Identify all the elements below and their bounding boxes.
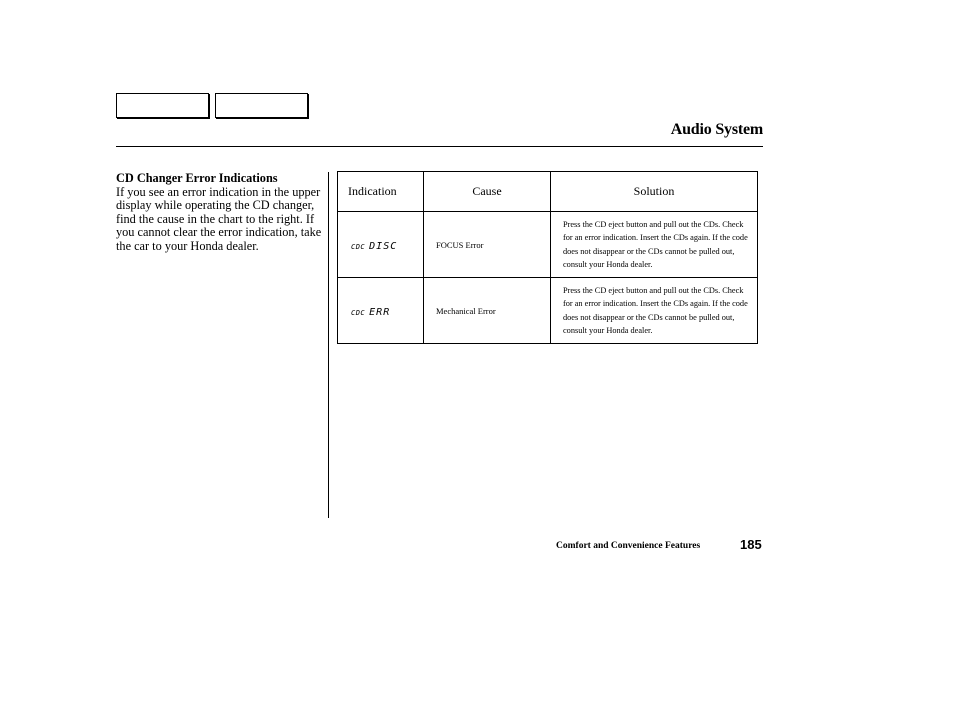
table-row	[338, 278, 758, 344]
lcd-prefix: CDC	[351, 308, 366, 317]
error-table	[337, 171, 758, 344]
lcd-display	[351, 241, 397, 252]
lcd-code: ERR	[369, 306, 391, 318]
cause-cell: FOCUS Error	[424, 212, 551, 278]
header-indication: Indication	[338, 172, 424, 212]
nav-tab-box[interactable]	[116, 93, 209, 118]
header-cause: Cause	[424, 172, 551, 212]
table-row	[338, 212, 758, 278]
nav-tab-box[interactable]	[215, 93, 308, 118]
intro-section	[116, 172, 324, 253]
header-solution: Solution	[551, 172, 758, 212]
intro-body: If you see an error indication in the upper display while operating the CD changer, find the cause in the chart to the right. If you cannot clear the error indication, take the car to your Honda dealer.	[116, 184, 322, 253]
lcd-code: DISC	[369, 240, 398, 252]
intro-heading: CD Changer Error Indications	[116, 171, 278, 185]
table-header-row	[338, 172, 758, 212]
solution-cell: Press the CD eject button and pull out the CDs. Check for an error indication. Insert the CDs again. If the code does not disappear or the CDs cannot be pulled out, consult your Honda dealer.	[551, 278, 758, 344]
footer-section-label: Comfort and Convenience Features	[556, 541, 701, 551]
lcd-prefix: CDC	[351, 242, 366, 251]
indication-cell	[338, 212, 424, 278]
page-title: Audio System	[670, 121, 763, 138]
lcd-display	[351, 307, 390, 318]
column-divider	[328, 172, 329, 518]
page-number: 185	[740, 537, 762, 552]
title-divider	[116, 146, 763, 147]
indication-cell	[338, 278, 424, 344]
solution-cell: Press the CD eject button and pull out the CDs. Check for an error indication. Insert the CDs again. If the code does not disappear or the CDs cannot be pulled out, consult your Honda dealer.	[551, 212, 758, 278]
cause-cell: Mechanical Error	[424, 278, 551, 344]
